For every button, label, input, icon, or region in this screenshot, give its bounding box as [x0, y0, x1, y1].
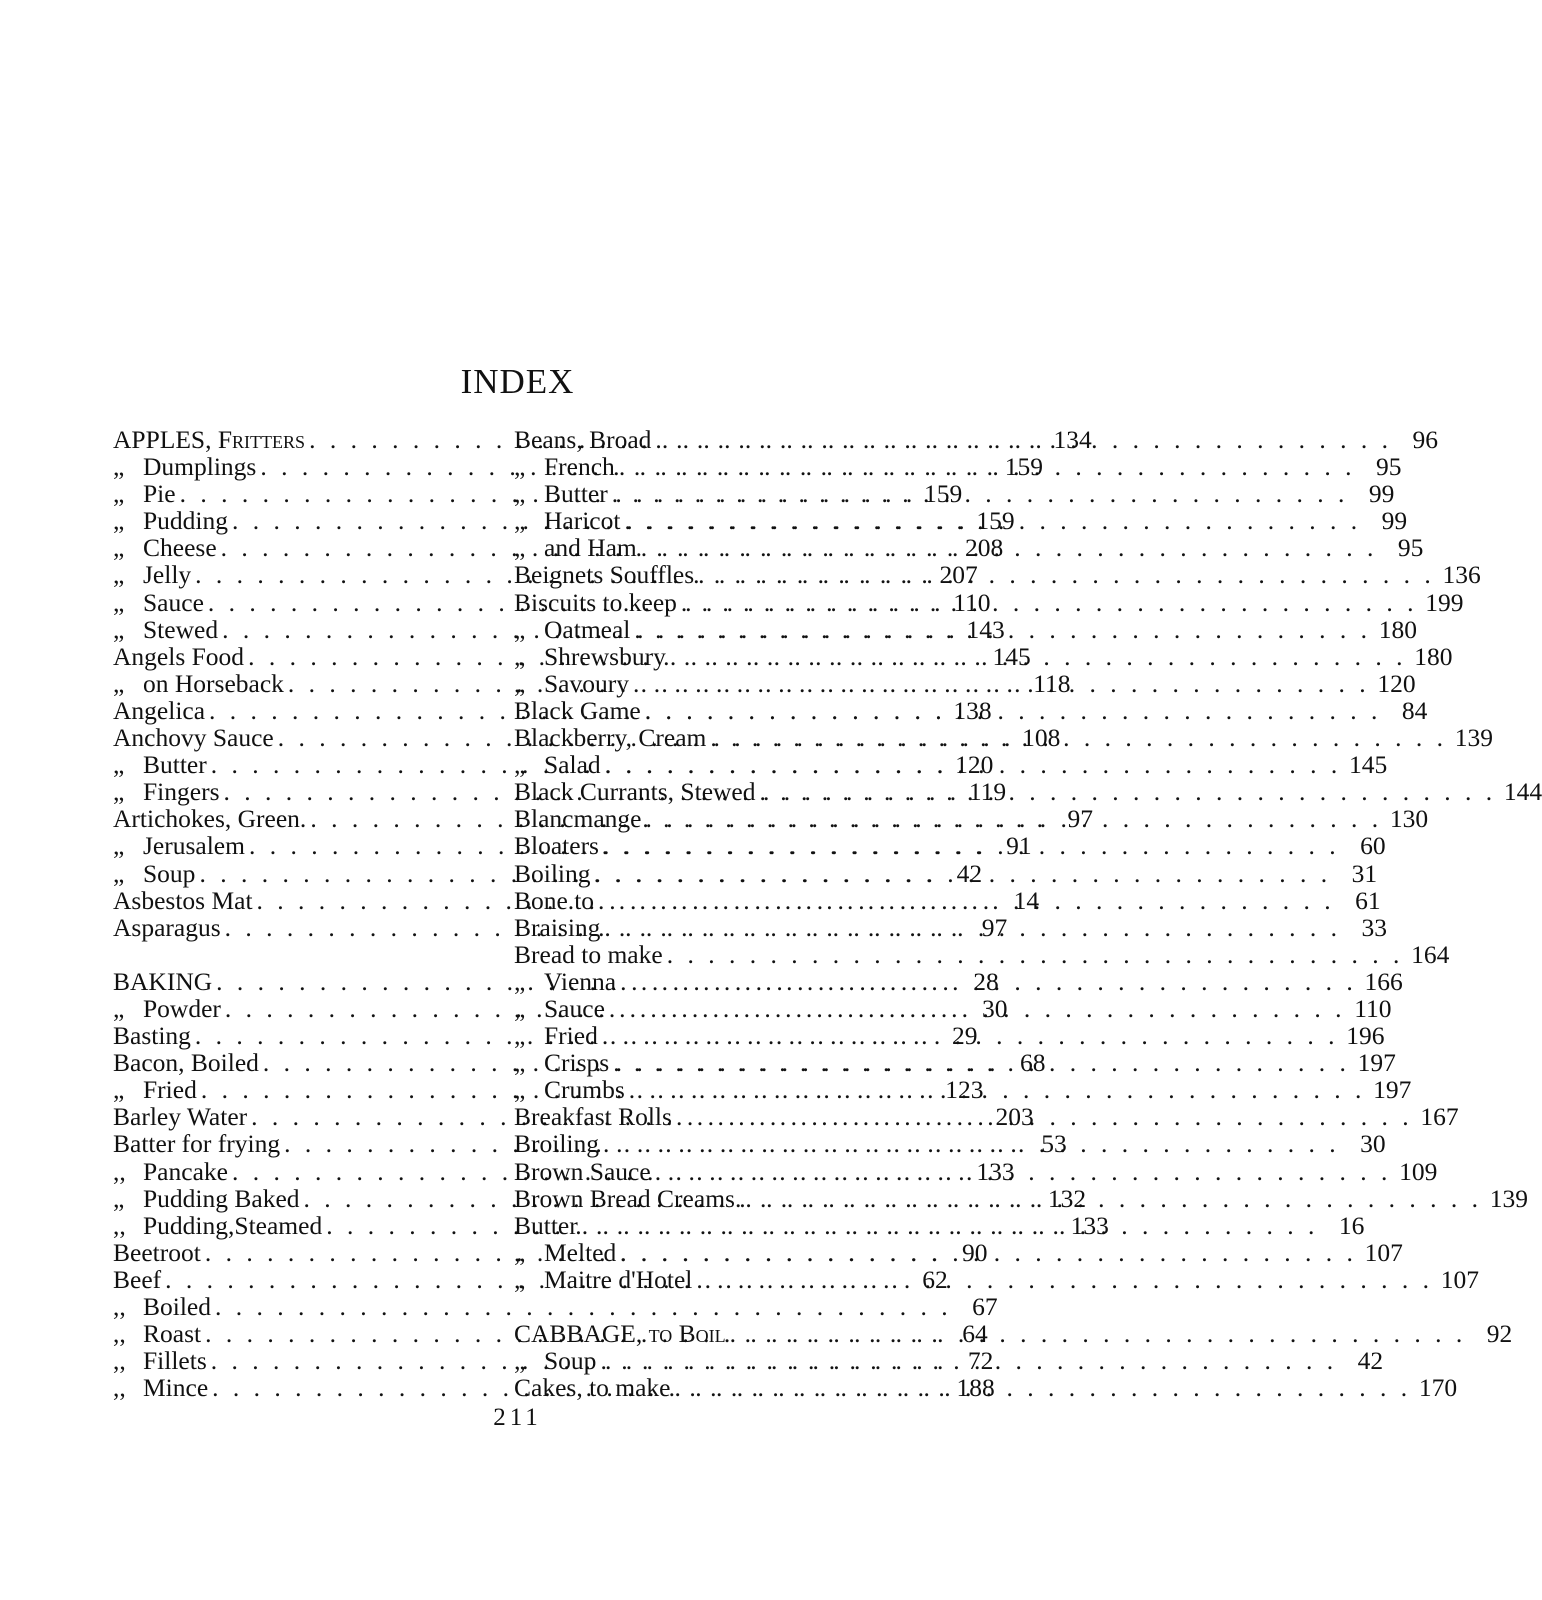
leader-dots: [599, 832, 1344, 859]
entry-label: Angels Food: [113, 641, 245, 671]
entry-page: 199: [1425, 587, 1464, 617]
entry-page: 136: [1442, 560, 1481, 590]
entry-page: 33: [1361, 912, 1388, 942]
leader-dots: [692, 1266, 1437, 1293]
ditto-mark: ,,: [113, 1319, 126, 1349]
entry-page: 139: [1454, 723, 1493, 753]
leader-dots: [599, 1130, 1344, 1157]
entry-label: Pudding Baked: [143, 1183, 300, 1213]
leader-dots: [677, 589, 1422, 616]
ditto-mark: „: [514, 479, 526, 509]
entry-label: Jelly: [143, 560, 192, 590]
entry-label: Pancake: [143, 1156, 228, 1186]
leader-dots: [706, 724, 1451, 751]
entry-page: 130: [1389, 804, 1429, 834]
entry-page: 197: [1357, 1048, 1396, 1078]
entry-label: Crisps: [544, 1048, 610, 1078]
entry-label: Jerusalem: [143, 831, 245, 861]
leader-dots: [629, 670, 1374, 697]
leader-dots: [601, 751, 1346, 778]
entry-page: 108: [1022, 723, 1061, 753]
entry-label: Batter for frying: [113, 1129, 281, 1159]
entry-page: 164: [1411, 939, 1450, 969]
entry-page: 16: [1338, 1210, 1365, 1240]
entry-page: 67: [972, 1292, 998, 1321]
leader-dots: [663, 941, 1408, 968]
leader-dots: [756, 778, 1501, 805]
entry-page: 180: [1378, 614, 1417, 644]
index-entry: [514, 939, 1450, 969]
entry-page: 68: [1020, 1048, 1046, 1078]
leader-dots: [637, 534, 1382, 561]
entry-label: Beans, Broad: [514, 425, 652, 454]
entry-page: 30: [1360, 1129, 1386, 1159]
entry-page: 28: [973, 966, 999, 996]
entry-page: 144: [1503, 777, 1542, 807]
entry-page: 197: [1373, 1075, 1412, 1105]
leader-dots: [641, 697, 1386, 724]
entry-label: Boiling: [514, 858, 591, 888]
entry-page: 30: [982, 993, 1008, 1023]
entry-label: Crumbs: [544, 1075, 625, 1105]
entry-label: Pudding,Steamed: [143, 1210, 323, 1240]
entry-label: Blancmange: [514, 804, 642, 834]
ditto-mark: „: [514, 1346, 526, 1376]
entry-page: 166: [1364, 966, 1403, 996]
entry-page: 92: [1486, 1319, 1513, 1349]
ditto-mark: „: [113, 614, 125, 644]
entry-page: 145: [1349, 750, 1388, 780]
leader-dots: [609, 1049, 1354, 1076]
entry-label: Barley Water: [113, 1102, 248, 1132]
entry-label: Soup: [544, 1346, 597, 1376]
entry-page: 170: [1418, 1373, 1458, 1403]
entry-page: 118: [1033, 668, 1071, 698]
entry-label: Butter: [143, 750, 207, 780]
entry-page: 139: [1489, 1183, 1528, 1213]
entry-label: Cheese: [143, 533, 217, 563]
leader-dots: [598, 1022, 1343, 1049]
entry-label: Basting: [113, 1021, 191, 1051]
entry-page: 95: [1397, 533, 1424, 563]
ditto-mark: „: [113, 750, 125, 780]
entry-page: 119: [968, 777, 1007, 807]
ditto-mark: „: [113, 1075, 125, 1105]
entry-page: 133: [976, 1156, 1015, 1186]
entry-label: Fingers: [143, 777, 220, 807]
ditto-mark: „: [514, 533, 526, 563]
entry-page: 97: [1067, 804, 1093, 834]
ditto-mark: „: [113, 668, 125, 698]
ditto-mark: „: [113, 858, 125, 888]
leader-dots: [620, 507, 1365, 534]
entry-label: French: [544, 452, 615, 482]
entry-label: Haricot: [544, 506, 621, 536]
ditto-mark: ,,: [113, 1210, 126, 1240]
entry-label: Breakfast Rolls: [514, 1102, 672, 1132]
ditto-mark: „: [514, 452, 526, 482]
entry-page: 134: [1053, 425, 1092, 454]
leader-dots: [726, 1320, 1471, 1347]
entry-page: 42: [1357, 1346, 1384, 1376]
ditto-mark: „: [514, 1048, 526, 1078]
entry-label: Beignets Souffles: [514, 560, 695, 590]
ditto-mark: „: [113, 452, 125, 482]
entry-page: 61: [1355, 885, 1381, 915]
ditto-mark: ,,: [113, 1292, 126, 1321]
entry-page: 180: [1414, 641, 1453, 671]
entry-page: 167: [1420, 1102, 1459, 1132]
ditto-mark: „: [514, 506, 526, 536]
ditto-mark: „: [113, 560, 125, 590]
entry-page: 208: [965, 533, 1004, 563]
entry-page: 123: [945, 1075, 984, 1105]
ditto-mark: „: [514, 668, 526, 698]
entry-page: 159: [976, 506, 1015, 536]
leader-dots: [615, 453, 1360, 480]
entry-page: 207: [939, 560, 978, 590]
entry-page: 159: [923, 479, 963, 509]
leader-dots: [596, 1347, 1341, 1374]
entry-page: 109: [1399, 1156, 1438, 1186]
entry-page: 145: [992, 641, 1031, 671]
ditto-mark: „: [113, 533, 125, 563]
ditto-mark: ,,: [113, 1346, 126, 1376]
entry-label: Fillets: [143, 1346, 207, 1376]
entry-label: Stewed: [143, 614, 219, 644]
entry-page: 110: [953, 587, 991, 617]
ditto-mark: „: [514, 614, 526, 644]
ditto-mark: „: [514, 1021, 526, 1051]
entry-label: Biscuits to keep: [514, 587, 677, 617]
entry-label: Soup: [143, 858, 196, 888]
entry-label: Asbestos Mat: [113, 885, 253, 915]
entry-label: CABBAGE, to Boil: [514, 1319, 726, 1349]
leader-dots: [616, 1239, 1361, 1266]
ditto-mark: „: [514, 1237, 526, 1267]
entry-label: Bacon, Boiled: [113, 1048, 259, 1078]
entry-label: Oatmeal: [544, 614, 631, 644]
leader-dots: [741, 1185, 1486, 1212]
entry-page: 42: [956, 858, 983, 888]
entry-label: Melted: [544, 1237, 617, 1267]
entry-label: Brown Sauce: [514, 1156, 651, 1186]
leader-dots: [608, 480, 1353, 507]
entry-label: Anchovy Sauce: [113, 723, 274, 753]
page-number: 211: [493, 1404, 542, 1431]
entry-label: Broiling: [514, 1129, 600, 1159]
entry-label: Maitre d'Hotel: [544, 1264, 693, 1294]
entry-page: 91: [1006, 831, 1032, 861]
leader-dots: [651, 1158, 1396, 1185]
entry-label: Braising: [514, 912, 601, 942]
entry-page: 110: [1354, 993, 1392, 1023]
entry-label: Bread to make: [514, 939, 663, 969]
entry-page: 120: [955, 750, 994, 780]
entry-page: 31: [1351, 858, 1378, 888]
entry-page: 133: [1070, 1210, 1109, 1240]
ditto-mark: „: [514, 641, 526, 671]
entry-page: 14: [1013, 885, 1040, 915]
entry-page: 95: [1375, 452, 1402, 482]
entry-page: 203: [995, 1102, 1034, 1132]
entry-label: Asparagus: [113, 912, 221, 942]
entry-label: Pudding: [143, 506, 229, 536]
entry-label: Savoury: [544, 668, 629, 698]
entry-label: Bloaters: [514, 831, 599, 861]
entry-label: Sauce: [544, 993, 605, 1023]
entry-label: Salad: [544, 750, 601, 780]
entry-label: Roast: [143, 1319, 202, 1349]
entry-label: Powder: [143, 993, 221, 1023]
entry-label: Butter: [544, 479, 608, 509]
ditto-mark: „: [514, 1264, 526, 1294]
leader-dots: [616, 968, 1361, 995]
entry-page: 107: [1364, 1237, 1403, 1267]
ditto-mark: „: [514, 993, 526, 1023]
entry-label: Mince: [143, 1373, 209, 1403]
entry-label: Shrewsbury: [544, 641, 666, 671]
entry-page: 107: [1440, 1264, 1479, 1294]
leader-dots: [641, 805, 1386, 832]
leader-dots: [594, 887, 1339, 914]
leader-dots: [671, 1374, 1416, 1401]
entry-label: Pie: [143, 479, 176, 509]
entry-page: 53: [1041, 1129, 1067, 1159]
entry-label: APPLES, Fritters: [113, 425, 306, 454]
entry-label: Black Game: [514, 695, 641, 725]
entry-page: 99: [1368, 479, 1395, 509]
entry-label: Artichokes, Green.: [113, 804, 307, 834]
entry-label: Fried: [544, 1021, 598, 1051]
leader-dots: [625, 1076, 1370, 1103]
entry-label: Butter: [514, 1210, 578, 1240]
entry-label: Boiled: [143, 1292, 211, 1321]
entry-label: Angelica: [113, 695, 206, 725]
entry-label: Vienna: [544, 966, 617, 996]
entry-label: on Horseback: [143, 668, 284, 698]
leader-dots: [672, 1103, 1417, 1130]
leader-dots: [591, 860, 1336, 887]
ditto-mark: „: [514, 750, 526, 780]
entry-page: 29: [952, 1021, 978, 1051]
entry-page: 138: [953, 695, 992, 725]
index-entry: [113, 1292, 998, 1321]
leader-dots: [666, 643, 1411, 670]
leader-dots: [578, 1212, 1323, 1239]
entry-page: 84: [1401, 695, 1428, 725]
entry-page: 143: [966, 614, 1005, 644]
entry-label: Brown Bread Creams.: [514, 1183, 742, 1213]
entry-label: BAKING: [113, 966, 213, 996]
entry-page: 96: [1412, 425, 1439, 454]
ditto-mark: „: [113, 1183, 125, 1213]
entry-label: Bone to: [514, 885, 595, 915]
ditto-mark: „: [113, 831, 125, 861]
entry-label: Sauce: [143, 587, 204, 617]
ditto-mark: „: [113, 506, 125, 536]
leader-dots: [630, 616, 1375, 643]
ditto-mark: „: [113, 993, 125, 1023]
entry-page: 62: [922, 1264, 948, 1294]
entry-label: Beetroot: [113, 1237, 201, 1267]
entry-label: Dumplings: [143, 452, 257, 482]
entry-label: Cakes, to make: [514, 1373, 671, 1403]
entry-page: 99: [1381, 506, 1408, 536]
entry-page: 159: [1004, 452, 1043, 482]
entry-page: 120: [1377, 668, 1416, 698]
page-title: INDEX: [460, 362, 575, 401]
ditto-mark: „: [113, 777, 125, 807]
entry-label: Beef: [113, 1264, 162, 1294]
ditto-mark: „: [514, 966, 526, 996]
entry-label: and Ham: [544, 533, 637, 563]
index-spacer: [113, 941, 487, 968]
entry-page: 90: [961, 1237, 988, 1267]
leader-dots: [651, 426, 1396, 453]
ditto-mark: ,,: [113, 1373, 126, 1403]
leader-dots: [694, 561, 1439, 588]
entry-page: 188: [956, 1373, 995, 1403]
entry-page: 97: [981, 912, 1008, 942]
ditto-mark: ,,: [113, 1156, 126, 1186]
ditto-mark: „: [113, 587, 125, 617]
index-spacer: [514, 1293, 886, 1320]
entry-page: 72: [967, 1346, 994, 1376]
entry-label: Fried: [143, 1075, 197, 1105]
entry-label: Black Currants, Stewed: [514, 777, 756, 807]
leader-dots: [600, 914, 1345, 941]
leader-dots: [605, 995, 1350, 1022]
entry-page: 132: [1047, 1183, 1087, 1213]
ditto-mark: „: [514, 1075, 526, 1105]
entry-label: Blackberry, Cream: [514, 723, 707, 753]
entry-page: 196: [1346, 1021, 1385, 1051]
entry-page: 60: [1360, 831, 1386, 861]
entry-page: 64: [962, 1319, 988, 1349]
ditto-mark: „: [113, 479, 125, 509]
